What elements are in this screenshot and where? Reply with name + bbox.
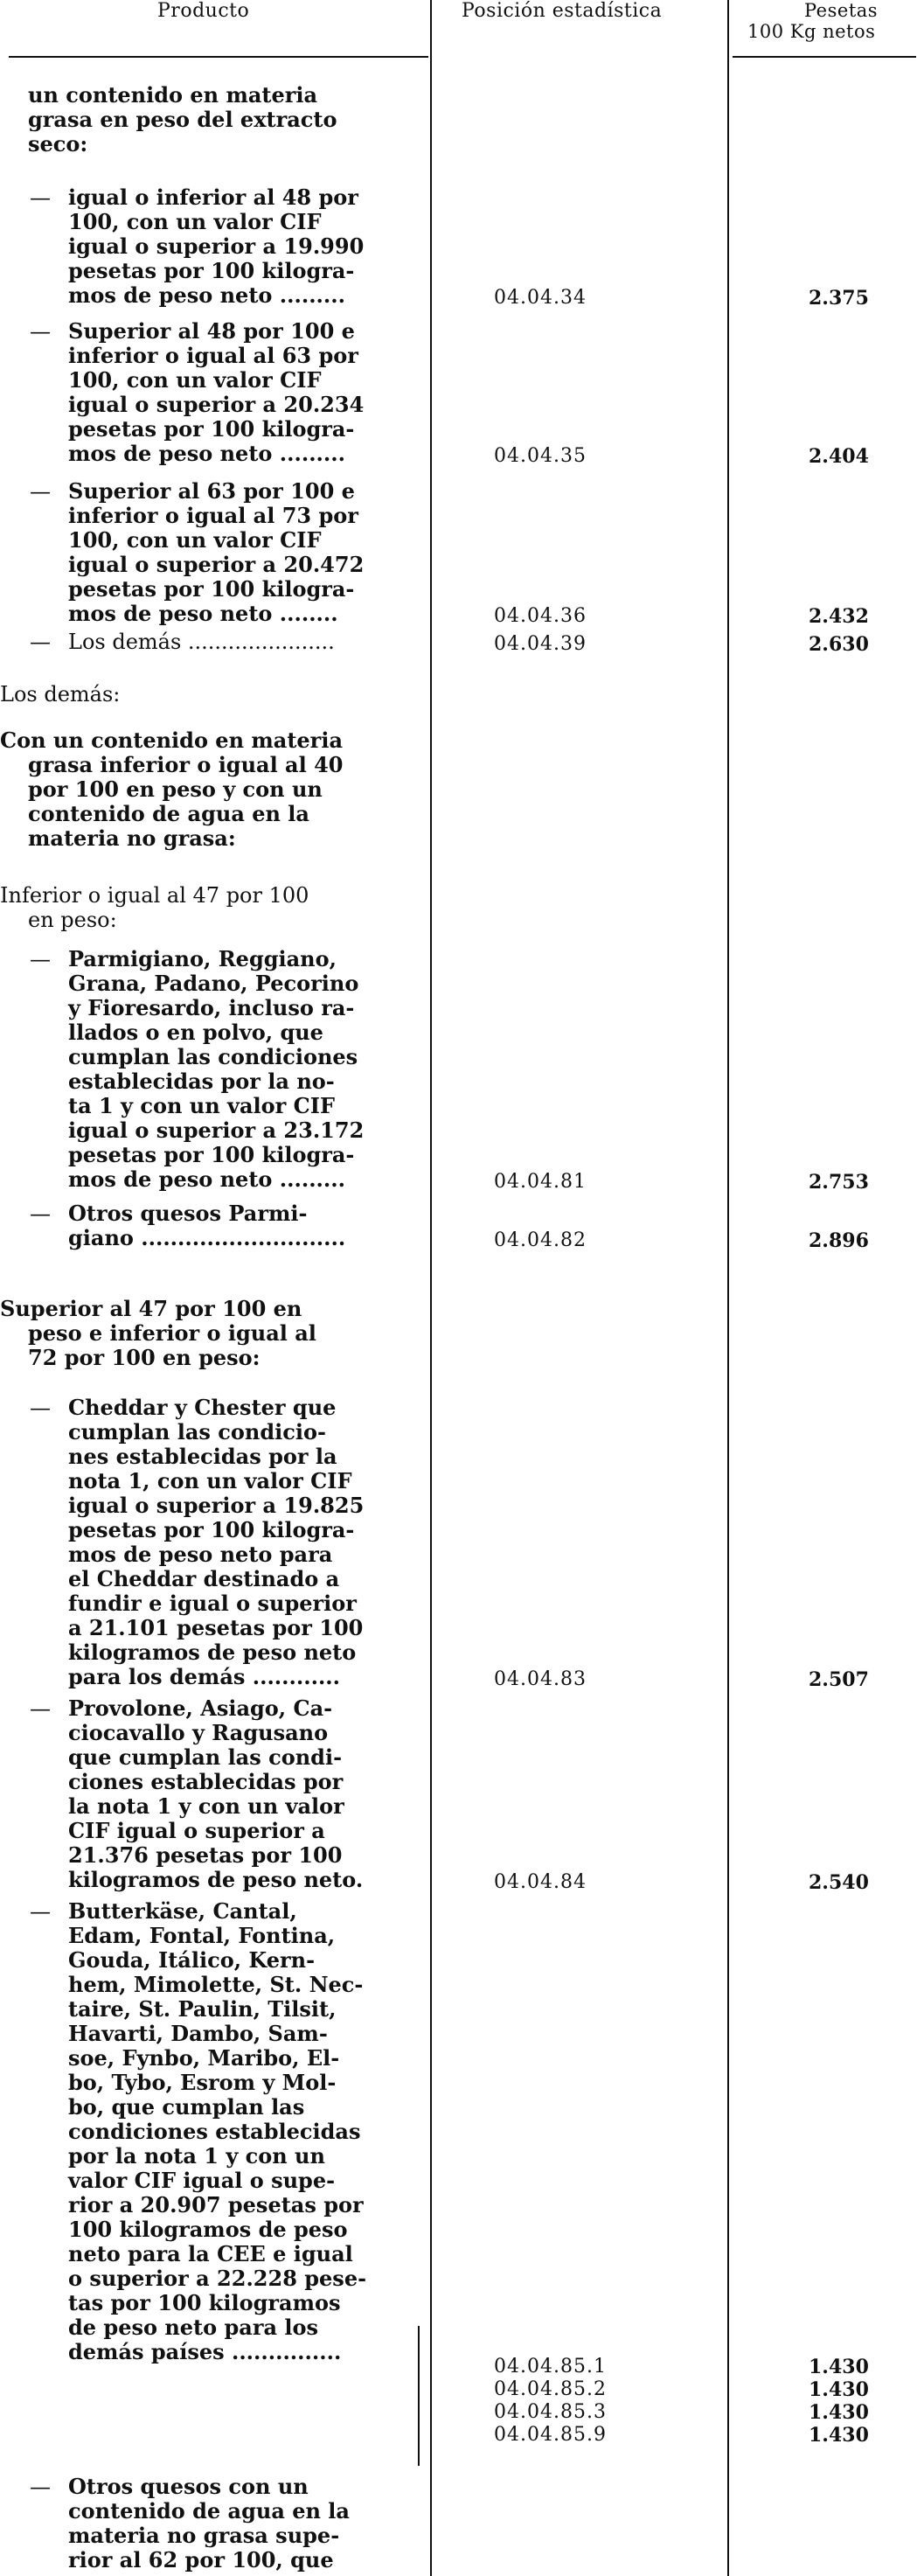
column-rule-right bbox=[727, 0, 729, 2576]
statistical-position: 04.04.34 bbox=[494, 287, 587, 309]
product-text-line: soe, Fynbo, Maribo, El- bbox=[68, 2045, 340, 2071]
header-pesetas: Pesetas bbox=[804, 0, 879, 21]
product-text-line: mos de peso neto ........ bbox=[68, 601, 338, 626]
header-rule-producto bbox=[9, 56, 428, 58]
price-per-100kg: 2.540 bbox=[809, 1871, 869, 1894]
product-text-line: Superior al 47 por 100 en bbox=[0, 1296, 302, 1321]
product-text-line: 100 kilogramos de peso bbox=[68, 2217, 348, 2242]
price-per-100kg: 1.430 bbox=[809, 2401, 869, 2424]
product-text-line: igual o superior a 19.990 bbox=[68, 233, 365, 259]
product-text-line: 100, con un valor CIF bbox=[68, 367, 322, 393]
product-text-line: nes establecidas por la bbox=[68, 1444, 337, 1469]
product-text-line: Los demás: bbox=[0, 682, 121, 707]
product-text-line: ta 1 y con un valor CIF bbox=[68, 1093, 336, 1118]
product-text-line: Superior al 48 por 100 e bbox=[68, 318, 355, 344]
statistical-position: 04.04.83 bbox=[494, 1668, 587, 1690]
product-text-line: Parmigiano, Reggiano, bbox=[68, 946, 337, 971]
product-text-line: pesetas por 100 kilogra- bbox=[68, 1142, 355, 1167]
product-text-line: Havarti, Dambo, Sam- bbox=[68, 2021, 328, 2046]
price-per-100kg: 2.630 bbox=[809, 633, 869, 656]
header-producto: Producto bbox=[157, 0, 250, 22]
product-text-line: pesetas por 100 kilogra- bbox=[68, 258, 355, 283]
product-text-line: y Fioresardo, incluso ra- bbox=[68, 995, 355, 1020]
statistical-position: 04.04.85.2 bbox=[494, 2378, 607, 2400]
product-text-line: mos de peso neto ......... bbox=[68, 441, 345, 466]
product-text-line: contenido de agua en la bbox=[28, 801, 309, 826]
product-text-line: rior al 62 por 100, que bbox=[68, 2547, 334, 2573]
product-text-line: CIF igual o superior a bbox=[68, 1818, 325, 1843]
product-text-line: bo, Tybo, Esrom y Mol- bbox=[68, 2070, 337, 2095]
item-dash: — bbox=[30, 1396, 51, 1420]
item-dash: — bbox=[30, 947, 51, 971]
statistical-position: 04.04.39 bbox=[494, 633, 587, 655]
product-text-line: nota 1, con un valor CIF bbox=[68, 1468, 352, 1493]
product-text-line: 72 por 100 en peso: bbox=[28, 1345, 261, 1370]
statistical-position: 04.04.36 bbox=[494, 605, 587, 627]
product-text-line: la nota 1 y con un valor bbox=[68, 1793, 344, 1819]
product-text-line: Otros quesos con un bbox=[68, 2474, 309, 2499]
product-text-line: peso e inferior o igual al bbox=[28, 1320, 316, 1346]
price-per-100kg: 2.404 bbox=[809, 445, 869, 468]
product-text-line: demás países ............... bbox=[68, 2339, 342, 2364]
product-text-line: grasa en peso del extracto bbox=[28, 107, 337, 132]
product-text-line: kilogramos de peso neto. bbox=[68, 1867, 364, 1892]
product-text-line: fundir e igual o superior bbox=[68, 1591, 357, 1616]
product-text-line: de peso neto para los bbox=[68, 2315, 319, 2340]
product-text-line: en peso: bbox=[28, 908, 117, 932]
product-text-line: neto para la CEE e igual bbox=[68, 2241, 353, 2266]
product-text-line: inferior o igual al 63 por bbox=[68, 343, 358, 368]
product-text-line: seco: bbox=[28, 131, 88, 157]
header-unidad: 100 Kg netos bbox=[747, 21, 876, 42]
product-text-line: giano ............................ bbox=[68, 1225, 346, 1250]
header-rule-pesetas bbox=[733, 56, 916, 58]
product-text-line: por 100 en peso y con un bbox=[28, 776, 323, 802]
product-text-line: Inferior o igual al 47 por 100 bbox=[0, 883, 309, 908]
product-text-line: ciones establecidas por bbox=[68, 1769, 344, 1794]
product-text-line: taire, St. Paulin, Tilsit, bbox=[68, 1996, 337, 2022]
product-text-line: que cumplan las condi- bbox=[68, 1744, 343, 1770]
product-text-line: o superior a 22.228 pese- bbox=[68, 2266, 367, 2291]
item-dash: — bbox=[30, 630, 51, 654]
product-text-line: mos de peso neto ......... bbox=[68, 282, 345, 308]
sub-position-brace bbox=[418, 2326, 427, 2466]
product-text-line: Otros quesos Parmi- bbox=[68, 1201, 308, 1226]
item-dash: — bbox=[30, 479, 51, 504]
product-text-line: kilogramos de peso neto bbox=[68, 1640, 357, 1665]
product-text-line: Gouda, Itálico, Kern- bbox=[68, 1947, 316, 1973]
product-text-line: rior a 20.907 pesetas por bbox=[68, 2192, 364, 2217]
price-per-100kg: 1.430 bbox=[809, 2378, 869, 2401]
product-text-line: igual o superior a 20.234 bbox=[68, 392, 365, 417]
product-text-line: cumplan las condiciones bbox=[68, 1044, 358, 1069]
product-text-line: Butterkäse, Cantal, bbox=[68, 1898, 297, 1924]
statistical-position: 04.04.35 bbox=[494, 445, 587, 467]
product-text-line: pesetas por 100 kilogra- bbox=[68, 416, 355, 442]
product-text-line: 100, con un valor CIF bbox=[68, 527, 322, 553]
product-text-line: Con un contenido en materia bbox=[0, 728, 343, 753]
price-per-100kg: 1.430 bbox=[809, 2424, 869, 2447]
product-text-line: hem, Mimolette, St. Nec- bbox=[68, 1972, 364, 1997]
product-text-line: el Cheddar destinado a bbox=[68, 1566, 340, 1591]
product-text-line: a 21.101 pesetas por 100 bbox=[68, 1615, 364, 1640]
price-per-100kg: 2.432 bbox=[809, 605, 869, 628]
product-text-line: contenido de agua en la bbox=[68, 2498, 350, 2524]
statistical-position: 04.04.82 bbox=[494, 1229, 587, 1251]
product-text-line: Los demás ...................... bbox=[68, 630, 335, 654]
item-dash: — bbox=[30, 1201, 51, 1226]
statistical-position: 04.04.85.1 bbox=[494, 2356, 607, 2378]
product-text-line: igual o inferior al 48 por bbox=[68, 184, 358, 210]
statistical-position: 04.04.81 bbox=[494, 1171, 587, 1193]
product-text-line: 21.376 pesetas por 100 bbox=[68, 1842, 343, 1868]
price-per-100kg: 2.375 bbox=[809, 287, 869, 310]
product-text-line: igual o superior a 20.472 bbox=[68, 552, 365, 577]
statistical-position: 04.04.85.9 bbox=[494, 2424, 607, 2446]
product-text-line: Provolone, Asiago, Ca- bbox=[68, 1695, 333, 1721]
statistical-position: 04.04.85.3 bbox=[494, 2401, 607, 2423]
product-text-line: igual o superior a 23.172 bbox=[68, 1117, 365, 1143]
product-text-line: materia no grasa: bbox=[28, 825, 236, 851]
product-text-line: materia no grasa supe- bbox=[68, 2523, 340, 2548]
product-text-line: establecidas por la no- bbox=[68, 1069, 335, 1094]
product-text-line: un contenido en materia bbox=[28, 82, 318, 108]
product-text-line: pesetas por 100 kilogra- bbox=[68, 576, 355, 602]
item-dash: — bbox=[30, 2475, 51, 2499]
product-text-line: inferior o igual al 73 por bbox=[68, 503, 358, 528]
price-per-100kg: 1.430 bbox=[809, 2356, 869, 2378]
item-dash: — bbox=[30, 1899, 51, 1924]
product-text-line: mos de peso neto para bbox=[68, 1542, 333, 1567]
price-per-100kg: 2.753 bbox=[809, 1171, 869, 1194]
product-text-line: Grana, Padano, Pecorino bbox=[68, 971, 359, 996]
item-dash: — bbox=[30, 185, 51, 210]
product-text-line: Cheddar y Chester que bbox=[68, 1395, 337, 1420]
item-dash: — bbox=[30, 319, 51, 344]
product-text-line: tas por 100 kilogramos bbox=[68, 2290, 341, 2315]
product-text-line: por la nota 1 y con un bbox=[68, 2143, 325, 2169]
product-text-line: igual o superior a 19.825 bbox=[68, 1493, 365, 1518]
product-text-line: cumplan las condicio- bbox=[68, 1419, 326, 1445]
column-rule-left bbox=[430, 0, 432, 2576]
header-posicion: Posición estadística bbox=[462, 0, 663, 22]
product-text-line: Edam, Fontal, Fontina, bbox=[68, 1923, 336, 1948]
product-text-line: grasa inferior o igual al 40 bbox=[28, 752, 344, 777]
product-text-line: Superior al 63 por 100 e bbox=[68, 478, 355, 504]
product-text-line: 100, con un valor CIF bbox=[68, 209, 322, 234]
product-text-line: valor CIF igual o supe- bbox=[68, 2168, 336, 2193]
product-text-line: llados o en polvo, que bbox=[68, 1020, 323, 1045]
item-dash: — bbox=[30, 1696, 51, 1721]
product-text-line: ciocavallo y Ragusano bbox=[68, 1720, 329, 1745]
price-per-100kg: 2.507 bbox=[809, 1668, 869, 1691]
product-text-line: para los demás ............ bbox=[68, 1664, 341, 1689]
product-text-line: mos de peso neto ......... bbox=[68, 1166, 345, 1192]
product-text-line: bo, que cumplan las bbox=[68, 2094, 305, 2120]
product-text-line: pesetas por 100 kilogra- bbox=[68, 1517, 355, 1542]
product-text-line: condiciones establecidas bbox=[68, 2119, 361, 2144]
statistical-position: 04.04.84 bbox=[494, 1871, 587, 1893]
price-per-100kg: 2.896 bbox=[809, 1229, 869, 1252]
